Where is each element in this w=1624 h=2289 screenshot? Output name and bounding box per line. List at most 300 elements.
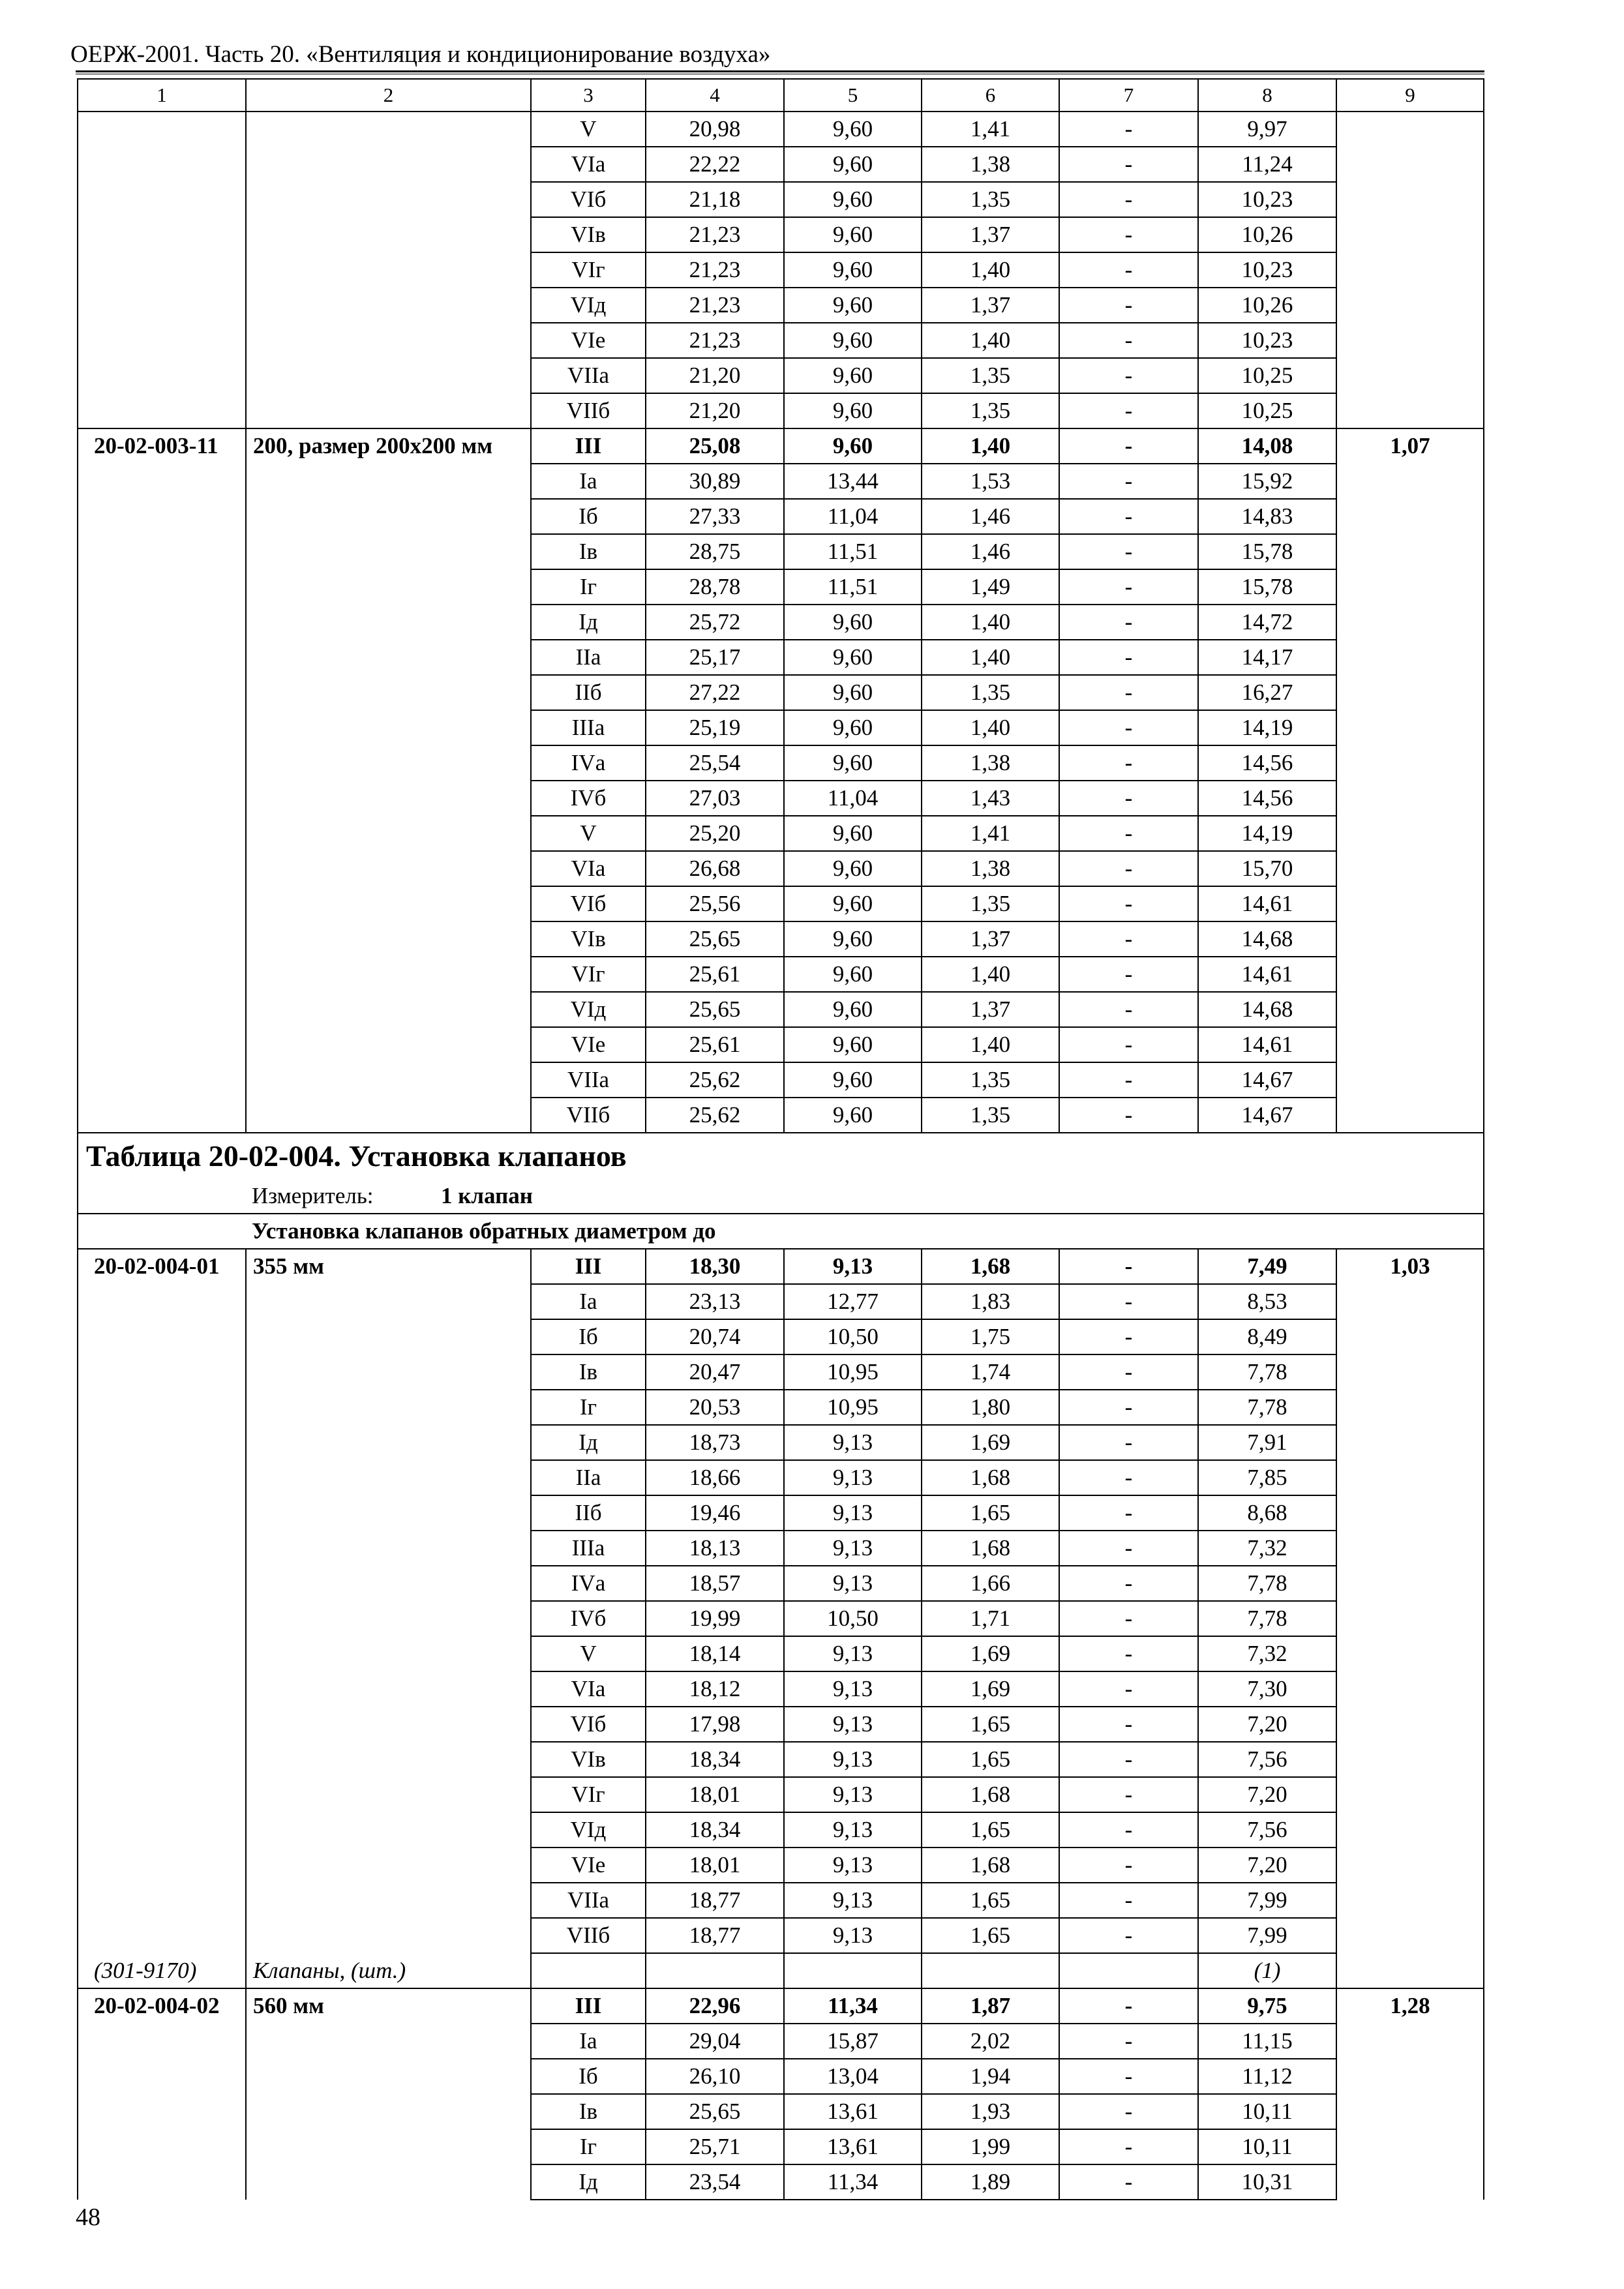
machine-cell: 1,65 — [922, 1495, 1059, 1531]
total-cell: 18,77 — [646, 1883, 784, 1918]
total-cell: 18,57 — [646, 1566, 784, 1601]
name-cell: 200, размер 200х200 мм — [246, 428, 531, 1133]
category-cell: VIIа — [531, 1883, 646, 1918]
machine-wage-cell: - — [1059, 217, 1198, 252]
machine-wage-cell: - — [1059, 1988, 1198, 2024]
machine-wage-cell: - — [1059, 252, 1198, 288]
machine-cell: 1,89 — [922, 2164, 1059, 2200]
category-cell: VIа — [531, 1671, 646, 1707]
category-cell: VIа — [531, 147, 646, 182]
material-cell: 7,99 — [1198, 1918, 1336, 1953]
material-cell: 10,26 — [1198, 217, 1336, 252]
category-cell: VIIб — [531, 1098, 646, 1133]
total-cell: 17,98 — [646, 1707, 784, 1742]
machine-wage-cell: - — [1059, 2024, 1198, 2059]
machine-cell: 1,46 — [922, 534, 1059, 569]
material-cell: 10,23 — [1198, 252, 1336, 288]
wage-cell: 9,60 — [784, 675, 922, 710]
category-cell: VIг — [531, 957, 646, 992]
material-cell: 9,97 — [1198, 112, 1336, 147]
total-cell: 18,14 — [646, 1636, 784, 1671]
wage-cell: 9,60 — [784, 992, 922, 1027]
machine-cell: 1,38 — [922, 851, 1059, 886]
code-cell: 20-02-004-02 — [78, 1988, 246, 2200]
material-cell: 7,20 — [1198, 1707, 1336, 1742]
machine-wage-cell: - — [1059, 112, 1198, 147]
empty-cell — [922, 1953, 1059, 1988]
wage-cell: 9,60 — [784, 288, 922, 323]
material-cell: 10,25 — [1198, 358, 1336, 393]
machine-wage-cell: - — [1059, 1636, 1198, 1671]
machine-wage-cell: - — [1059, 1707, 1198, 1742]
machine-cell: 1,38 — [922, 745, 1059, 781]
wage-cell: 9,13 — [784, 1777, 922, 1812]
name-cell — [246, 112, 531, 428]
machine-cell: 1,83 — [922, 1284, 1059, 1319]
total-cell: 18,13 — [646, 1531, 784, 1566]
machine-cell: 1,65 — [922, 1883, 1059, 1918]
machine-wage-cell: - — [1059, 745, 1198, 781]
material-row — [78, 1953, 1484, 1988]
material-cell: 11,24 — [1198, 147, 1336, 182]
category-cell: IIIа — [531, 1531, 646, 1566]
category-cell: VIд — [531, 288, 646, 323]
column-number-row — [78, 79, 1484, 112]
wage-cell: 9,60 — [784, 182, 922, 217]
code-cell: 20-02-004-01 — [78, 1249, 246, 1953]
material-cell: 14,67 — [1198, 1098, 1336, 1133]
category-cell: IIа — [531, 640, 646, 675]
category-cell: VIв — [531, 217, 646, 252]
machine-wage-cell: - — [1059, 710, 1198, 745]
machine-cell: 1,37 — [922, 217, 1059, 252]
unit-label: Измеритель: — [252, 1183, 374, 1208]
category-cell: VIд — [531, 1812, 646, 1848]
total-cell: 18,66 — [646, 1460, 784, 1495]
material-cell: 7,30 — [1198, 1671, 1336, 1707]
wage-cell: 9,60 — [784, 252, 922, 288]
material-cell: 14,67 — [1198, 1062, 1336, 1098]
wage-cell: 9,13 — [784, 1671, 922, 1707]
subheading: Установка клапанов обратных диаметром до — [78, 1214, 1484, 1249]
wage-cell: 9,60 — [784, 1098, 922, 1133]
material-cell: 7,78 — [1198, 1601, 1336, 1636]
machine-wage-cell: - — [1059, 1495, 1198, 1531]
category-cell: IVа — [531, 745, 646, 781]
category-cell: V — [531, 816, 646, 851]
machine-cell: 1,94 — [922, 2059, 1059, 2094]
wage-cell: 10,95 — [784, 1390, 922, 1425]
category-cell: VIIб — [531, 393, 646, 428]
total-cell: 26,10 — [646, 2059, 784, 2094]
wage-cell: 13,61 — [784, 2129, 922, 2164]
name-cell: 355 мм — [246, 1249, 531, 1953]
category-cell: VIе — [531, 1848, 646, 1883]
total-cell: 25,56 — [646, 886, 784, 921]
empty-cell — [784, 1953, 922, 1988]
total-cell: 18,73 — [646, 1425, 784, 1460]
machine-wage-cell: - — [1059, 1848, 1198, 1883]
category-cell: Iг — [531, 2129, 646, 2164]
total-cell: 26,68 — [646, 851, 784, 886]
category-cell: VIе — [531, 323, 646, 358]
machine-wage-cell: - — [1059, 1918, 1198, 1953]
wage-cell: 13,61 — [784, 2094, 922, 2129]
total-cell: 20,98 — [646, 112, 784, 147]
machine-wage-cell: - — [1059, 1566, 1198, 1601]
machine-cell: 1,38 — [922, 147, 1059, 182]
wage-cell: 9,13 — [784, 1707, 922, 1742]
wage-cell: 9,60 — [784, 640, 922, 675]
material-name-cell: Клапаны, (шт.) — [246, 1953, 531, 1988]
category-cell: VIIа — [531, 358, 646, 393]
coefficient-cell: 1,28 — [1336, 1988, 1484, 2200]
total-cell: 25,62 — [646, 1062, 784, 1098]
wage-cell: 10,50 — [784, 1601, 922, 1636]
wage-cell: 9,60 — [784, 393, 922, 428]
wage-cell: 9,13 — [784, 1531, 922, 1566]
material-cell: 8,68 — [1198, 1495, 1336, 1531]
machine-cell: 1,93 — [922, 2094, 1059, 2129]
category-cell: Iа — [531, 1284, 646, 1319]
category-cell: Iб — [531, 499, 646, 534]
wage-cell: 9,13 — [784, 1848, 922, 1883]
material-cell: 15,70 — [1198, 851, 1336, 886]
total-cell: 25,62 — [646, 1098, 784, 1133]
category-cell: Iв — [531, 1354, 646, 1390]
material-code-cell: (301-9170) — [78, 1953, 246, 1988]
wage-cell: 9,60 — [784, 112, 922, 147]
material-cell: 14,68 — [1198, 992, 1336, 1027]
machine-cell: 1,46 — [922, 499, 1059, 534]
coefficient-cell: 1,07 — [1336, 428, 1484, 1133]
machine-wage-cell: - — [1059, 1319, 1198, 1354]
wage-cell: 9,60 — [784, 957, 922, 992]
wage-cell: 15,87 — [784, 2024, 922, 2059]
category-cell: VIг — [531, 1777, 646, 1812]
machine-wage-cell: - — [1059, 781, 1198, 816]
machine-cell: 1,75 — [922, 1319, 1059, 1354]
total-cell: 20,53 — [646, 1390, 784, 1425]
machine-cell: 1,71 — [922, 1601, 1059, 1636]
machine-cell: 1,41 — [922, 816, 1059, 851]
code-cell: 20-02-003-11 — [78, 428, 246, 1133]
total-cell: 25,17 — [646, 640, 784, 675]
material-cell: 8,49 — [1198, 1319, 1336, 1354]
machine-cell: 1,35 — [922, 182, 1059, 217]
wage-cell: 9,60 — [784, 147, 922, 182]
machine-cell: 1,69 — [922, 1636, 1059, 1671]
machine-wage-cell: - — [1059, 1390, 1198, 1425]
machine-cell: 1,68 — [922, 1777, 1059, 1812]
category-cell: Iа — [531, 2024, 646, 2059]
material-cell: 10,25 — [1198, 393, 1336, 428]
wage-cell: 9,13 — [784, 1425, 922, 1460]
material-cell: 15,78 — [1198, 569, 1336, 605]
category-cell: VIд — [531, 992, 646, 1027]
table-row — [78, 112, 1484, 147]
machine-cell: 1,40 — [922, 1027, 1059, 1062]
total-cell: 18,30 — [646, 1249, 784, 1284]
empty-cell — [1059, 1953, 1198, 1988]
machine-wage-cell: - — [1059, 2129, 1198, 2164]
subheading-row — [78, 1214, 1484, 1249]
machine-cell: 1,80 — [922, 1390, 1059, 1425]
wage-cell: 9,60 — [784, 217, 922, 252]
machine-cell: 1,37 — [922, 921, 1059, 957]
category-cell: VIв — [531, 921, 646, 957]
material-cell: 11,15 — [1198, 2024, 1336, 2059]
column-number: 6 — [922, 79, 1059, 112]
wage-cell: 9,60 — [784, 1027, 922, 1062]
total-cell: 25,61 — [646, 957, 784, 992]
table-row — [78, 1249, 1484, 1284]
category-cell: Iг — [531, 569, 646, 605]
category-cell: VIIб — [531, 1918, 646, 1953]
total-cell: 25,20 — [646, 816, 784, 851]
category-cell: VIб — [531, 1707, 646, 1742]
machine-cell: 1,99 — [922, 2129, 1059, 2164]
coefficient-cell — [1336, 112, 1484, 428]
total-cell: 19,46 — [646, 1495, 784, 1531]
material-cell: 14,61 — [1198, 1027, 1336, 1062]
wage-cell: 9,60 — [784, 358, 922, 393]
material-cell: 14,61 — [1198, 886, 1336, 921]
empty-cell — [1336, 1953, 1484, 1988]
material-cell: 7,20 — [1198, 1848, 1336, 1883]
machine-wage-cell: - — [1059, 1425, 1198, 1460]
total-cell: 25,08 — [646, 428, 784, 464]
wage-cell: 9,13 — [784, 1636, 922, 1671]
category-cell: VIа — [531, 851, 646, 886]
total-cell: 21,20 — [646, 358, 784, 393]
material-cell: 14,61 — [1198, 957, 1336, 992]
material-cell: 15,92 — [1198, 464, 1336, 499]
machine-cell: 1,43 — [922, 781, 1059, 816]
category-cell: VIб — [531, 886, 646, 921]
material-cell: 14,68 — [1198, 921, 1336, 957]
machine-wage-cell: - — [1059, 2094, 1198, 2129]
wage-cell: 9,13 — [784, 1460, 922, 1495]
material-cell: 14,72 — [1198, 605, 1336, 640]
total-cell: 18,77 — [646, 1918, 784, 1953]
category-cell: Iа — [531, 464, 646, 499]
category-cell: VIе — [531, 1027, 646, 1062]
material-cell: 15,78 — [1198, 534, 1336, 569]
unit-value: 1 клапан — [441, 1183, 533, 1208]
total-cell: 25,65 — [646, 2094, 784, 2129]
coefficient-cell: 1,03 — [1336, 1249, 1484, 1953]
total-cell: 22,96 — [646, 1988, 784, 2024]
machine-wage-cell: - — [1059, 1098, 1198, 1133]
category-cell: Iг — [531, 1390, 646, 1425]
column-number: 7 — [1059, 79, 1198, 112]
unit-row — [78, 1179, 1484, 1214]
wage-cell: 11,34 — [784, 1988, 922, 2024]
machine-wage-cell: - — [1059, 640, 1198, 675]
material-cell: 10,11 — [1198, 2129, 1336, 2164]
category-cell: VIIа — [531, 1062, 646, 1098]
machine-cell: 1,65 — [922, 1742, 1059, 1777]
category-cell: Iб — [531, 1319, 646, 1354]
total-cell: 25,72 — [646, 605, 784, 640]
total-cell: 23,13 — [646, 1284, 784, 1319]
category-cell: Iв — [531, 2094, 646, 2129]
material-cell: 10,11 — [1198, 2094, 1336, 2129]
machine-cell: 1,35 — [922, 393, 1059, 428]
category-cell: IIIа — [531, 710, 646, 745]
material-cell: 7,99 — [1198, 1883, 1336, 1918]
material-qty-cell: (1) — [1198, 1953, 1336, 1988]
material-cell: 7,56 — [1198, 1812, 1336, 1848]
machine-cell: 1,35 — [922, 1098, 1059, 1133]
total-cell: 21,18 — [646, 182, 784, 217]
material-cell: 7,56 — [1198, 1742, 1336, 1777]
total-cell: 27,03 — [646, 781, 784, 816]
wage-cell: 9,13 — [784, 1495, 922, 1531]
material-cell: 7,32 — [1198, 1531, 1336, 1566]
code-cell — [78, 112, 246, 428]
wage-cell: 9,60 — [784, 323, 922, 358]
machine-wage-cell: - — [1059, 1460, 1198, 1495]
machine-wage-cell: - — [1059, 323, 1198, 358]
table-title: Таблица 20-02-004. Установка клапанов — [78, 1133, 1484, 1179]
material-cell: 8,53 — [1198, 1284, 1336, 1319]
machine-wage-cell: - — [1059, 569, 1198, 605]
machine-wage-cell: - — [1059, 428, 1198, 464]
material-cell: 14,56 — [1198, 745, 1336, 781]
machine-cell: 1,35 — [922, 358, 1059, 393]
total-cell: 21,23 — [646, 252, 784, 288]
machine-wage-cell: - — [1059, 675, 1198, 710]
empty-cell — [646, 1953, 784, 1988]
machine-wage-cell: - — [1059, 1027, 1198, 1062]
wage-cell: 9,13 — [784, 1742, 922, 1777]
machine-wage-cell: - — [1059, 1354, 1198, 1390]
category-cell: Iд — [531, 1425, 646, 1460]
wage-cell: 13,04 — [784, 2059, 922, 2094]
total-cell: 22,22 — [646, 147, 784, 182]
category-cell: VIв — [531, 1742, 646, 1777]
category-cell: IVа — [531, 1566, 646, 1601]
material-cell: 7,85 — [1198, 1460, 1336, 1495]
machine-cell: 1,35 — [922, 1062, 1059, 1098]
machine-cell: 1,40 — [922, 710, 1059, 745]
wage-cell: 9,60 — [784, 921, 922, 957]
table-row — [78, 428, 1484, 464]
total-cell: 18,01 — [646, 1848, 784, 1883]
wage-cell: 11,04 — [784, 499, 922, 534]
machine-cell: 1,66 — [922, 1566, 1059, 1601]
total-cell: 25,71 — [646, 2129, 784, 2164]
machine-wage-cell: - — [1059, 499, 1198, 534]
material-cell: 7,78 — [1198, 1566, 1336, 1601]
total-cell: 18,12 — [646, 1671, 784, 1707]
machine-wage-cell: - — [1059, 1531, 1198, 1566]
total-cell: 19,99 — [646, 1601, 784, 1636]
material-cell: 10,31 — [1198, 2164, 1336, 2200]
category-cell: IVб — [531, 781, 646, 816]
table-row — [78, 1988, 1484, 2024]
total-cell: 30,89 — [646, 464, 784, 499]
machine-wage-cell: - — [1059, 1883, 1198, 1918]
machine-cell: 1,40 — [922, 252, 1059, 288]
wage-cell: 9,60 — [784, 1062, 922, 1098]
machine-wage-cell: - — [1059, 534, 1198, 569]
page-number: 48 — [76, 2204, 100, 2231]
column-number: 3 — [531, 79, 646, 112]
category-cell: Iб — [531, 2059, 646, 2094]
category-cell: III — [531, 1249, 646, 1284]
machine-cell: 1,49 — [922, 569, 1059, 605]
wage-cell: 9,13 — [784, 1249, 922, 1284]
category-cell: Iд — [531, 2164, 646, 2200]
wage-cell: 11,34 — [784, 2164, 922, 2200]
machine-wage-cell: - — [1059, 1777, 1198, 1812]
material-cell: 7,91 — [1198, 1425, 1336, 1460]
category-cell: IIб — [531, 1495, 646, 1531]
machine-cell: 1,40 — [922, 323, 1059, 358]
machine-cell: 1,68 — [922, 1531, 1059, 1566]
total-cell: 18,34 — [646, 1812, 784, 1848]
column-number: 4 — [646, 79, 784, 112]
machine-wage-cell: - — [1059, 1671, 1198, 1707]
category-cell: V — [531, 1636, 646, 1671]
wage-cell: 9,13 — [784, 1883, 922, 1918]
machine-cell: 1,35 — [922, 886, 1059, 921]
wage-cell: 9,60 — [784, 710, 922, 745]
machine-wage-cell: - — [1059, 921, 1198, 957]
machine-cell: 1,40 — [922, 428, 1059, 464]
machine-wage-cell: - — [1059, 851, 1198, 886]
material-cell: 14,17 — [1198, 640, 1336, 675]
machine-cell: 2,02 — [922, 2024, 1059, 2059]
total-cell: 28,75 — [646, 534, 784, 569]
material-cell: 10,23 — [1198, 323, 1336, 358]
wage-cell: 9,60 — [784, 745, 922, 781]
total-cell: 21,23 — [646, 217, 784, 252]
total-cell: 25,65 — [646, 992, 784, 1027]
column-number: 2 — [246, 79, 531, 112]
category-cell: Iв — [531, 534, 646, 569]
wage-cell: 11,04 — [784, 781, 922, 816]
machine-cell: 1,37 — [922, 288, 1059, 323]
material-cell: 7,49 — [1198, 1249, 1336, 1284]
material-cell: 14,19 — [1198, 816, 1336, 851]
machine-cell: 1,87 — [922, 1988, 1059, 2024]
column-number: 9 — [1336, 79, 1484, 112]
total-cell: 27,33 — [646, 499, 784, 534]
machine-cell: 1,68 — [922, 1249, 1059, 1284]
material-cell: 16,27 — [1198, 675, 1336, 710]
total-cell: 27,22 — [646, 675, 784, 710]
machine-cell: 1,69 — [922, 1671, 1059, 1707]
material-cell: 14,19 — [1198, 710, 1336, 745]
wage-cell: 9,13 — [784, 1566, 922, 1601]
machine-cell: 1,65 — [922, 1918, 1059, 1953]
wage-cell: 12,77 — [784, 1284, 922, 1319]
total-cell: 25,54 — [646, 745, 784, 781]
category-cell: III — [531, 428, 646, 464]
material-cell: 7,78 — [1198, 1354, 1336, 1390]
wage-cell: 9,13 — [784, 1812, 922, 1848]
machine-wage-cell: - — [1059, 464, 1198, 499]
column-number: 5 — [784, 79, 922, 112]
machine-wage-cell: - — [1059, 1062, 1198, 1098]
wage-cell: 9,60 — [784, 605, 922, 640]
machine-wage-cell: - — [1059, 2059, 1198, 2094]
machine-wage-cell: - — [1059, 1742, 1198, 1777]
